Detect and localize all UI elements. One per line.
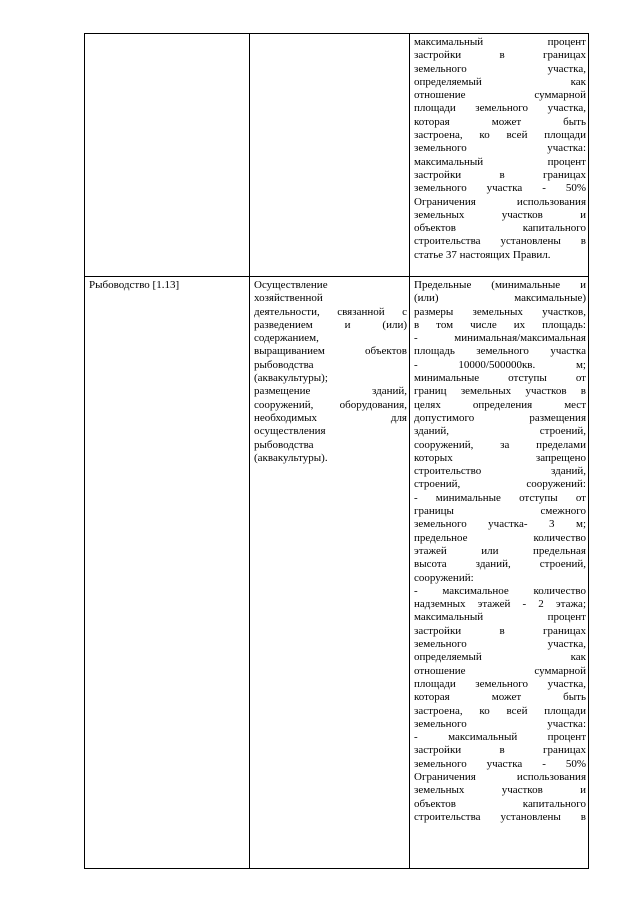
text-line: содержанием, [254,332,319,345]
parameters-cell [410,34,589,277]
use-description-cell [250,34,410,277]
text-line: земельного участка - 50% [414,757,586,770]
text-line: строений, сооружений: [414,478,586,491]
text-line: объектов капитального [414,222,586,235]
text-line: которых запрещено [414,451,586,464]
text-line: высота зданий, строений, [414,558,586,571]
permitted-use-text: Рыбоводство [1.13] [89,279,180,291]
text-line: земельного участка, [414,638,586,651]
permitted-use-cell [85,277,250,869]
text-line: - 10000/500000кв. м; [414,358,586,371]
text-line: площади земельного участка, [414,677,586,690]
text-line: сооружений, оборудования, [254,398,407,411]
text-line: строительства установлены в [414,235,586,248]
text-line: Предельные (минимальные и [414,279,586,291]
text-line: (или) максимальные) [414,292,586,305]
text-line: строительство зданий, [414,465,586,478]
text-line: Ограничения использования [414,195,586,208]
text-line: строительства установлены в [414,810,586,823]
text-line: Ограничения использования [414,770,586,783]
text-line: земельного участка: [414,717,586,730]
text-line: минимальные отступы от [414,372,586,385]
text-line: отношение суммарной [414,664,586,677]
use-description-text [254,279,407,465]
text-line: объектов капитального [414,797,586,810]
text-line: границы смежного [414,505,586,518]
text-line: размеры земельных участков, [414,305,586,318]
text-line: целях определения мест [414,398,586,411]
text-line: предельное количество [414,531,586,544]
table-row [85,277,589,869]
text-line: которая может быть [414,691,586,704]
text-line: (аквакультуры); [254,372,328,385]
text-line: размещение зданий, [254,385,407,398]
text-line: сооружений, за пределами [414,438,586,451]
text-line: этажей или предельная [414,544,586,557]
text-line: рыбоводства [254,358,314,371]
text-line: надземных этажей - 2 этажа; [414,598,586,611]
text-line: максимальный процент [414,155,586,168]
text-line: - максимальное количество [414,584,586,597]
text-line: застройки в границах [414,49,586,62]
text-line: - минимальные отступы от [414,491,586,504]
table-row [85,34,589,277]
text-line: земельного участка - 50% [414,182,586,195]
text-line: разведением и (или) [254,318,407,331]
land-use-regulations-table [84,33,589,869]
text-line: максимальный процент [414,611,586,624]
text-line: (аквакультуры). [254,451,328,464]
text-line: отношение суммарной [414,89,586,102]
text-line: определяемый как [414,75,586,88]
text-line: выращиванием объектов [254,345,407,358]
text-line: площади земельного участка, [414,102,586,115]
parameters-text [414,36,586,262]
text-line: застройки в границах [414,168,586,181]
text-line: застройки в границах [414,624,586,637]
text-line: которая может быть [414,115,586,128]
text-line: деятельности, связанной с [254,305,407,318]
text-line: - минимальная/максимальная [414,332,586,345]
text-line: осуществления [254,425,326,438]
text-line: земельного участка- 3 м; [414,518,586,531]
text-line: земельного участка, [414,62,586,75]
text-line: площадь земельного участка [414,345,586,358]
text-line: земельных участков и [414,208,586,221]
text-line: в том числе их площадь: [414,318,586,331]
text-line: допустимого размещения [414,411,586,424]
text-line: земельных участков и [414,784,586,797]
permitted-use-cell [85,34,250,277]
text-line: статье 37 настоящих Правил. [414,248,551,261]
parameters-cell [410,277,589,869]
text-line: максимальный процент [414,36,586,48]
text-line: - максимальный процент [414,731,586,744]
text-line: рыбоводства [254,438,314,451]
text-line: застроена, ко всей площади [414,129,586,142]
text-line: хозяйственной [254,292,323,305]
text-line: зданий, строений, [414,425,586,438]
use-description-cell [250,277,410,869]
text-line: определяемый как [414,651,586,664]
text-line: сооружений: [414,571,474,584]
text-line: застроена, ко всей площади [414,704,586,717]
text-line: необходимых для [254,411,407,424]
text-line: Осуществление [254,279,328,291]
parameters-text [414,279,586,824]
text-line: застройки в границах [414,744,586,757]
text-line: границ земельных участков в [414,385,586,398]
text-line: земельного участка: [414,142,586,155]
